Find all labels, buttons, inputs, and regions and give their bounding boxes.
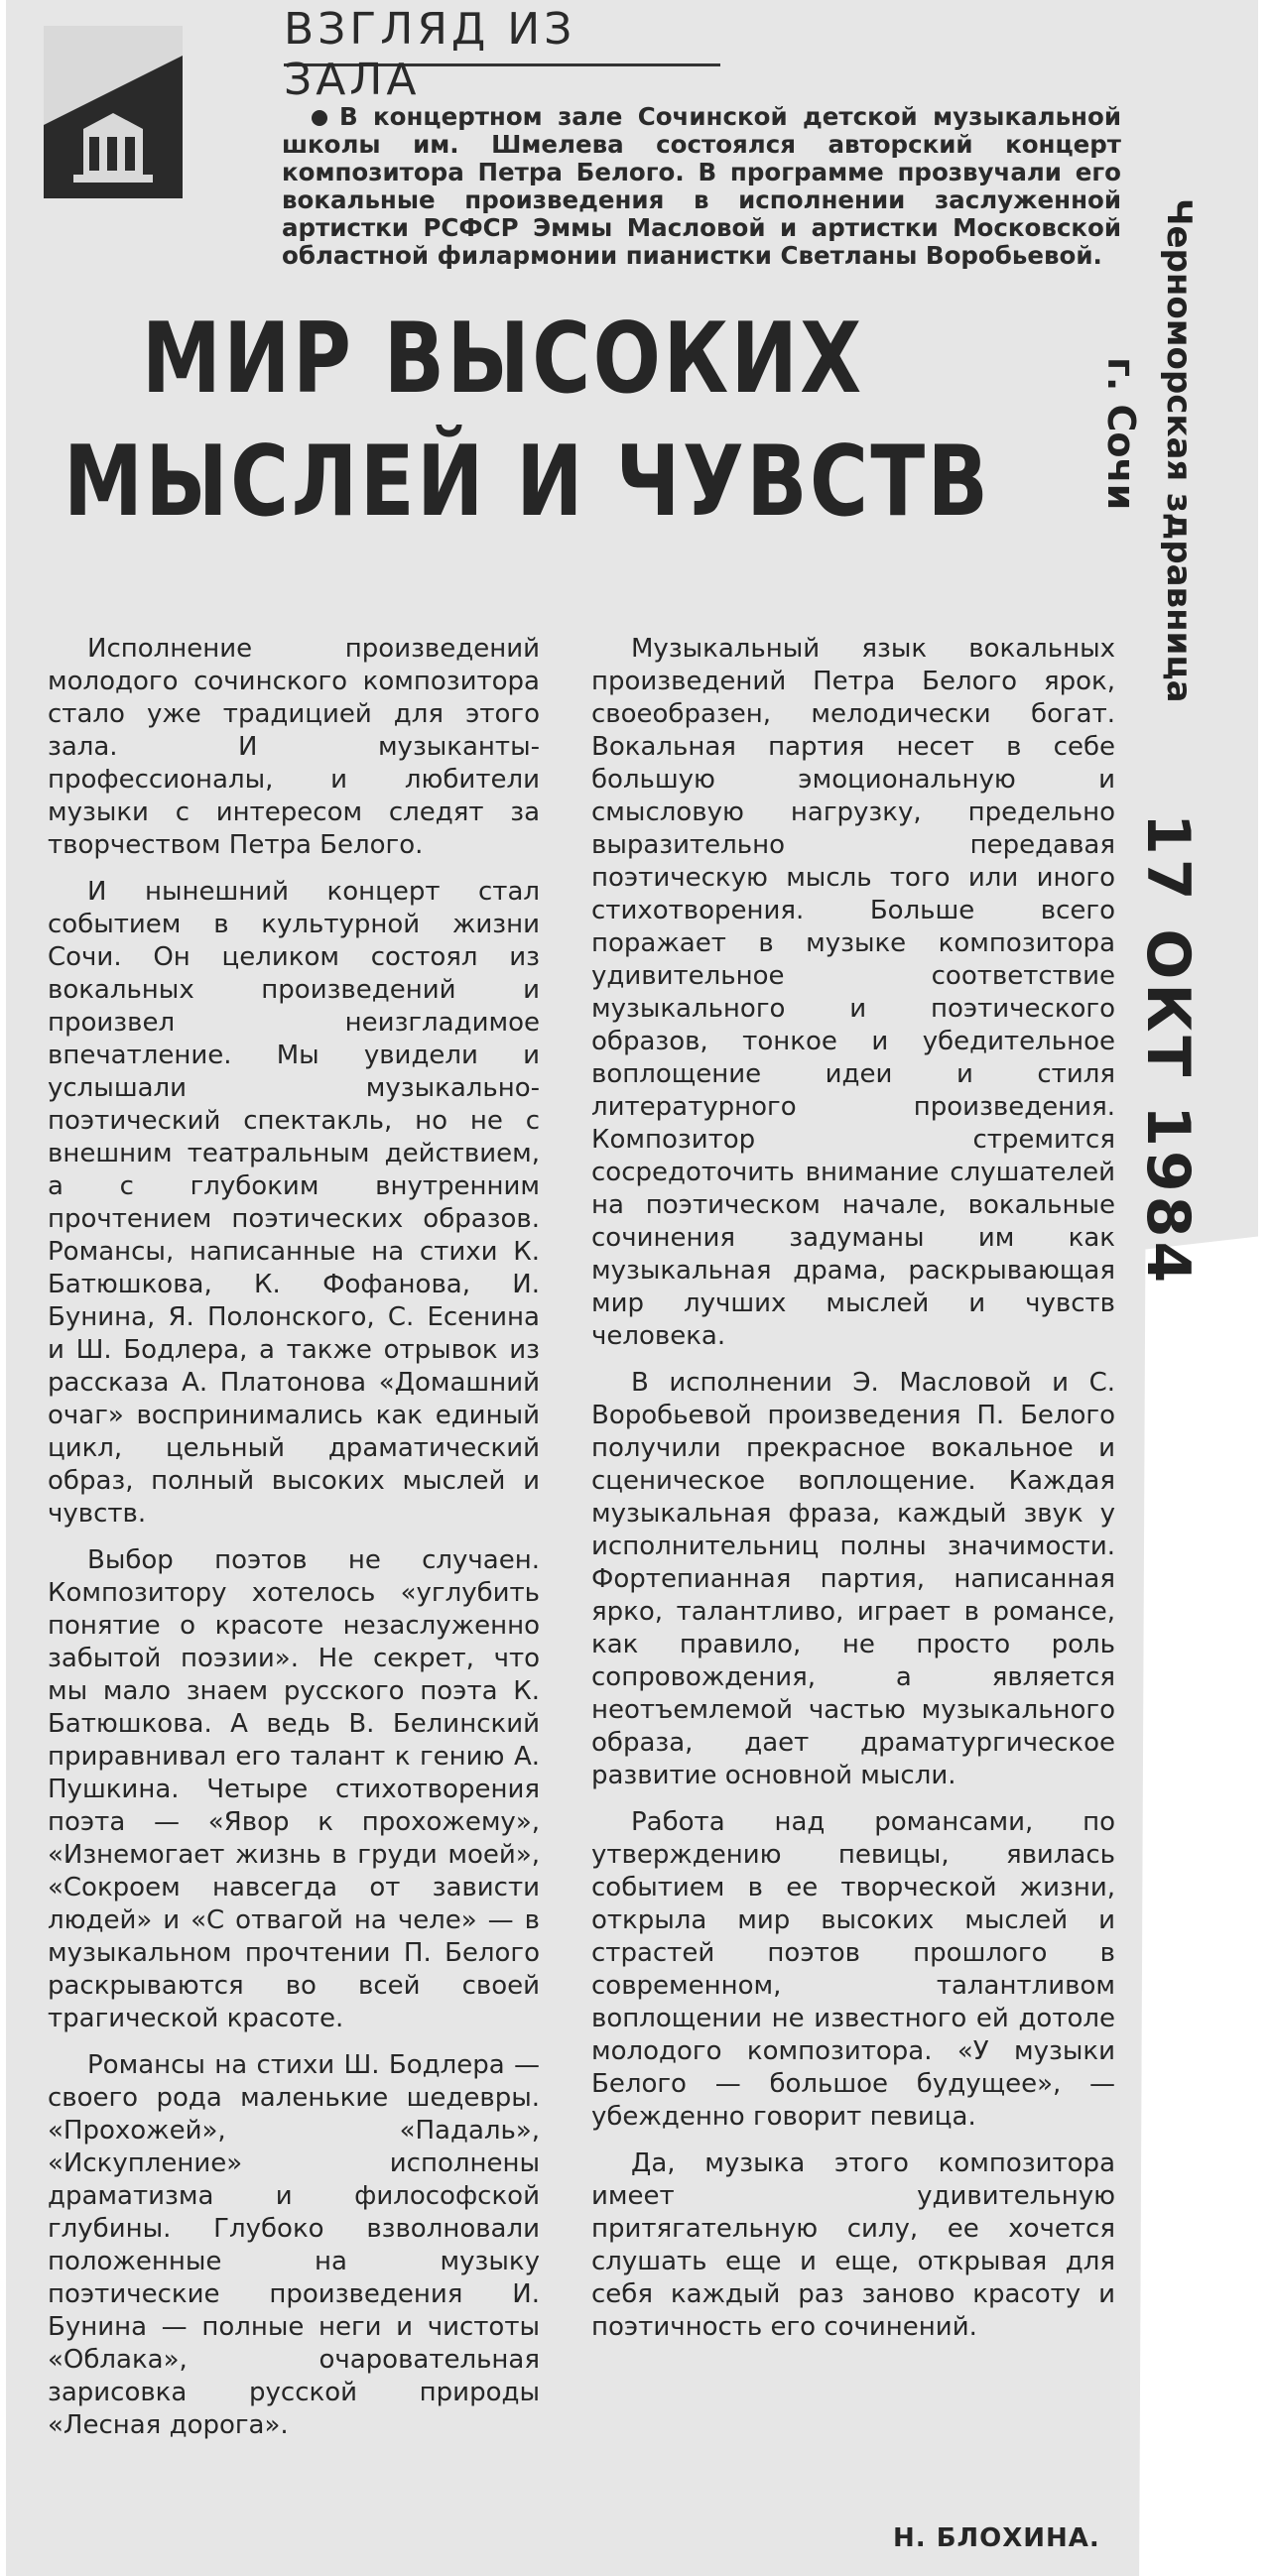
author-signature: Н. БЛОХИНА. xyxy=(893,2523,1100,2553)
article-headline xyxy=(64,298,991,544)
paragraph: Выбор поэтов не случаен. Композитору хотелось «углубить понятие о красоте незаслуженно забытой поэзии». Не секрет, что мы мало знаем русского поэта К. Батюшкова. А ведь В. Белинский приравнивал его талант к гению А. Пушкина. Четыре стихотворения поэта — «Явор к прохожему», «Изнемогает жизнь в груди моей», «Сокроем навсегда от зависти людей» и «С отвагой на челе» — в музыкальном прочтении П. Белого раскрываются во всей своей трагической красоте. xyxy=(48,1545,540,2033)
stamp-newspaper-name: Черноморская здравница xyxy=(1159,198,1199,703)
rubric-logo xyxy=(44,26,183,198)
paragraph: Музыкальный язык вокальных произведений Петра Белого ярок, своеобразен, мелодически богат. Вокальная партия несет в себе большую эмоциональную и смысловую нагрузку, предельно выразительно передавая поэтическую мысль того или иного стихотворения. Больше всего поражает в музыке композитора удивительное соответствие музыкального и поэтического образов, тонкое и убедительное воплощение идеи и стиля литературного произведения. Композитор стремится сосредоточить внимание слушателей на поэтическом начале, вокальные сочинения задуманы им как музыкальная драма, раскрывающая мир лучших мыслей и чувств человека. xyxy=(591,634,1115,1351)
paragraph: Работа над романсами, по утверждению певицы, явилась событием в ее творческой жизни, открыла мир высоких мыслей и страстей поэтов прошлого в современном, талантливом воплощении не известного ей дотоле молодого композитора. «У музыки Белого — большое будущее», — убежденно говорит певица. xyxy=(591,1807,1115,2132)
piano-keys-icon xyxy=(44,26,183,198)
paragraph: Да, музыка этого композитора имеет удивительную притягательную силу, ее хочется слушать еще и еще, открывая для себя каждый раз заново красоту и поэтичность его сочинений. xyxy=(591,2148,1115,2342)
paragraph: Романсы на стихи Ш. Бодлера — своего рода маленькие шедевры. «Прохожей», «Падаль», «Искупление» исполнены драматизма и философской глубины. Глубоко взволновали положенные на музыку поэтические произведения И. Бунина — полные неги и чистоты «Облака», очаровательная зарисовка русской природы «Лесная дорога». xyxy=(48,2050,540,2440)
paragraph: В исполнении Э. Масловой и С. Воробьевой произведения П. Белого получили прекрасное вокальное и сценическое воплощение. Каждая музыкальная фраза, каждый звук у исполнительниц полны значимости. Фортепианная партия, написанная ярко, талантливо, играет в романсе, как правило, не просто роль сопровождения, а является неотъемлемой частью музыкального образа, дает драматургическое развитие основной мысли. xyxy=(591,1368,1115,1790)
paragraph: Исполнение произведений молодого сочинского композитора стало уже традицией для этого зала. И музыканты-профессионалы, и любители музыки с интересом следят за творчеством Петра Белого. xyxy=(48,634,540,860)
paragraph: И нынешний концерт стал событием в культурной жизни Сочи. Он целиком состоял из вокальных произведений и произвел неизгладимое впечатление. Мы увидели и услышали музыкально-поэтический спектакль, но не с внешним театральным действием, а с глубоким внутренним прочтением поэтических образов. Романсы, написанные на стихи К. Батюшкова, К. Фофанова, И. Бунина, Я. Полонского, С. Есенина и Ш. Бодлера, а также отрывок из рассказа А. Платонова «Домашний очаг» воспринимались как единый цикл, цельный драматический образ, полный высоких мыслей и чувств. xyxy=(48,877,540,1529)
headline-line-1: МИР ВЫСОКИХ xyxy=(141,303,864,416)
lead-text: В концертном зале Сочинской детской музыкальной школы им. Шмелева состоялся авторский концерт композитора Петра Белого. В программе прозвучали его вокальные произведения в исполнении заслуженной артистки РСФСР Эммы Масловой и артистки Московской областной филармонии пианистки Светланы Воробьевой. xyxy=(282,102,1121,270)
rubric-title: ВЗГЛЯД ИЗ ЗАЛА xyxy=(284,4,720,66)
lead-paragraph xyxy=(282,103,1121,270)
article-column-left xyxy=(48,633,540,2456)
article-column-right xyxy=(591,633,1115,2358)
stamp-city: г. Сочи xyxy=(1099,357,1143,511)
stamp-date: 17 ОКТ 1984 xyxy=(1133,813,1203,1288)
bullet-icon xyxy=(312,110,327,126)
headline-line-2: МЫСЛЕЙ И ЧУВСТВ xyxy=(64,426,991,539)
